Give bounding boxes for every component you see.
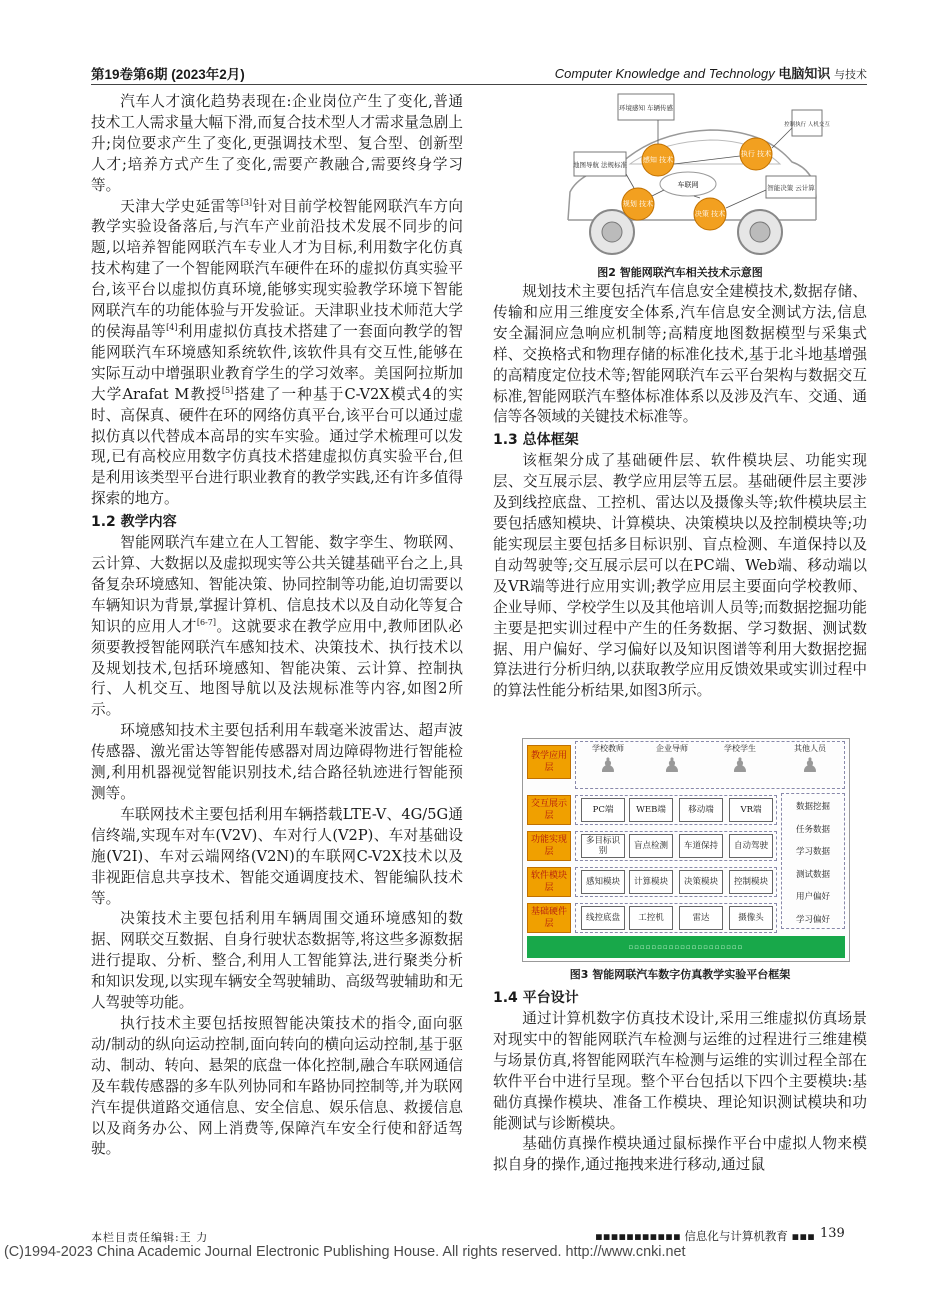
- person-icon: ♟: [801, 753, 819, 777]
- paragraph-decision: 决策技术主要包括利用车辆周围交通环境感知的数据、网联交互数据、自身行驶状态数据等,将这些多源数据进行提取、分析、整合,利用人工智能算法,进行聚类分析和知识发现,以实现车辆安全驾驶辅助、高级驾驶辅助和无人驾驶等功能。: [91, 910, 463, 1012]
- label-map: 地图导航 法规标准: [572, 161, 628, 169]
- module-box: 工控机: [629, 906, 673, 930]
- module-box: 多目标识别: [581, 834, 625, 858]
- layer-label: 功能实现层: [527, 831, 571, 861]
- paragraph-basic-module: 基础仿真操作模块通过鼠标操作平台中虚拟人物来模拟自身的操作,通过拖拽来进行移动,通过鼠: [493, 1135, 867, 1174]
- data-mining-panel: 数据挖掘 任务数据 学习数据 测试数据 用户偏好 学习偏好: [781, 793, 845, 929]
- paragraph-related-research: 天津大学史延雷等[3]针对目前学校智能网联汽车方向教学实验设备落后,与汽车产业前沿技术发展不同步的问题,以培养智能网联汽车专业人才为目标,利用数字化仿真技术构建了一个智能网联汽车硬件在环的虚拟仿真实验平台,该平台以虚拟仿真环境,能够实现实验教学环境下智能网联汽车的功能体验与开发验证。天津职业技术师范大学的侯海晶等[4]利用虚拟仿真技术搭建了一套面向教学的智能网联汽车环境感知系统软件,该软件具有交互性,能够在实际互动中增强职业教育学生的学习效率。美国阿拉斯加大学Arafat M教授[5]搭建了一种基于C-V2X模式4的实时、高保真、硬件在环的网络仿真平台,该平台可以通过虚拟仿真以代替成本高昂的实车实验。通过学术梳理可以发现,已有高校应用数字仿真技术搭建虚拟仿真实验平台,但是利用该类型平台进行职业教育的教学实践,还有许多值得探索的地方。: [91, 197, 463, 508]
- journal-title-en: Computer Knowledge and Technology: [554, 66, 775, 81]
- module-box: 摄像头: [729, 906, 773, 930]
- label-env: 环境感知 车辆传感: [618, 104, 674, 112]
- figure-2-caption: 图2 智能网联汽车相关技术示意图: [597, 266, 763, 279]
- person-icon: ♟: [599, 753, 617, 777]
- person-student: 学校学生 ♟: [715, 743, 765, 776]
- module-box: VR端: [729, 798, 773, 822]
- citation[interactable]: [4]: [166, 322, 178, 332]
- header-divider: [91, 84, 867, 85]
- right-column: [493, 282, 867, 702]
- person-teacher: 学校教师 ♟: [583, 743, 633, 776]
- footer-journal-section: ▪▪▪▪▪▪▪▪▪▪▪ 信息化与计算机教育 ▪▪▪: [595, 1229, 815, 1243]
- paragraph-env-perception: 环境感知技术主要包括利用车载毫米波雷达、超声波传感器、激光雷达等智能传感器对周边障碍物进行智能检测,利用机器视觉智能识别技术,结合路径轨迹进行智能预测等。: [91, 722, 463, 802]
- person-other: 其他人员 ♟: [785, 743, 835, 776]
- paragraph-planning: 规划技术主要包括汽车信息安全建模技术,数据存储、传输和应用三维度安全体系,汽车信息安全测试方法,信息安全漏洞应急响应机制等;高精度地图数据模型与采集式样、交换格式和物理存储的标准化技术,基于北斗地基增强的高精度定位技术等;智能网联汽车云平台架构与数据交互标准,智能网联汽车整体标准体系以及涉及汽车、交通、通信等各领域的关键技术标准等。: [493, 283, 867, 426]
- module-box: 雷达: [679, 906, 723, 930]
- section-heading-1-2: 1.2 教学内容: [91, 514, 177, 531]
- label-ctrl: 控制执行 人机交互: [784, 122, 830, 128]
- figure-3-diagram: [522, 738, 850, 962]
- journal-title: [555, 63, 867, 82]
- label-exec: 执行 技术: [740, 150, 772, 158]
- section-heading-1-3: 1.3 总体框架: [493, 432, 579, 449]
- person-icon: ♟: [663, 753, 681, 777]
- label-plan: 规划 技术: [622, 200, 654, 208]
- module-box: 控制模块: [729, 870, 773, 894]
- citation[interactable]: [3]: [240, 197, 253, 207]
- citation[interactable]: [6-7]: [196, 617, 216, 627]
- paragraph-framework: 该框架分成了基础硬件层、软件模块层、功能实现层、交互展示层、教学应用层等五层。基础硬件层主要涉及到线控底盘、工控机、雷达以及摄像头等;软件模块层主要包括感知模块、计算模块、决策模块以及控制模块等;功能实现层主要包括多目标识别、盲点检测、车道保持以及自动驾驶等;交互展示层可以在PC端、Web端、移动端以及VR端等进行应用实训;教学应用层主要面向学校教师、企业导师、学校学生以及其他培训人员等;而数据挖掘功能主要是把实训过程中产生的任务数据、学习数据、测试数据、用户偏好、学习偏好以及知识图谱等利用大数据挖掘算法进行分析归纳,以获取教学应用反馈效果或实训过程中的算法性能分析结果,如图3所示。: [493, 452, 867, 700]
- module-box: 自动驾驶: [729, 834, 773, 858]
- copyright-notice: (C)1994-2023 China Academic Journal Electronic Publishing House. All rights reserved. http://www.cnki.net: [4, 1244, 686, 1260]
- person-mentor: 企业导师 ♟: [647, 743, 697, 776]
- section-heading-1-4: 1.4 平台设计: [493, 990, 579, 1006]
- figure-2-diagram: [560, 92, 830, 260]
- module-box: 移动端: [679, 798, 723, 822]
- base-bar: ▫▫▫▫▫▫▫▫▫▫▫▫▫▫▫▫▫▫▫▫: [527, 936, 845, 958]
- label-decide: 决策 技术: [694, 210, 726, 218]
- paragraph-teaching-content: 智能网联汽车建立在人工智能、数字孪生、物联网、云计算、大数据以及虚拟现实等公共关键基础平台之上,具备复杂环境感知、智能决策、协同控制等功能,迫切需要以车辆知识为背景,掌握计算机、信息技术以及自动化等复合知识的应用人才[6-7]。这就要求在教学应用中,教师团队必须要教授智能网联汽车感知技术、决策技术、执行技术以及规划技术,包括环境感知、智能决策、云计算、控制执行、人机交互、地图导航以及法规标准等内容,如图2所示。: [91, 534, 463, 719]
- left-column: [91, 92, 463, 1160]
- paragraph-v2x: 车联网技术主要包括利用车辆搭载LTE-V、4G/5G通信终端,实现车对车(V2V)、车对行人(V2P)、车对基础设施(V2I)、车对云端网络(V2N)的车联网C-V2X技术以及非视距信息共享技术、智能交通调度技术、智能编队技术等。: [91, 805, 463, 907]
- paragraph-execution: 执行技术主要包括按照智能决策技术的指令,面向驱动/制动的纵向运动控制,面向转向的横向运动控制,基于驱动、制动、转向、悬架的底盘一体化控制,融合车联网通信及车载传感器的多车队列协同和车路协同控制等,并为联网汽车提供道路交通信息、安全信息、娱乐信息、救援信息以及商务办公、网上消费等,保障汽车安全行使和舒适驾驶。: [91, 1014, 463, 1158]
- issue-info: 第19卷第6期 (2023年2月): [91, 67, 245, 82]
- module-box: 决策模块: [679, 870, 723, 894]
- page-number: 139: [820, 1226, 845, 1241]
- layer-label: 基础硬件层: [527, 903, 571, 933]
- module-box: 感知模块: [581, 870, 625, 894]
- footer-editor: 本栏目责任编辑:王 力: [91, 1231, 209, 1244]
- right-column-continued: [493, 986, 867, 1176]
- module-box: PC端: [581, 798, 625, 822]
- module-box: 计算模块: [629, 870, 673, 894]
- layer-label: 教学应用层: [527, 745, 571, 779]
- module-box: 盲点检测: [629, 834, 673, 858]
- layer-label: 交互展示层: [527, 795, 571, 825]
- module-box: 车道保持: [679, 834, 723, 858]
- label-net: 车联网: [677, 181, 699, 189]
- citation[interactable]: [5]: [221, 385, 234, 395]
- paragraph-talent-trend: 汽车人才演化趋势表现在:企业岗位产生了变化,普通技术工人需求量大幅下滑,而复合技术型人才需求量急剧上升;岗位要求产生了变化,更强调技术型、复合型、创新型人才;培养方式产生了变化,需要产教融合,需要终身学习等。: [91, 93, 463, 194]
- layer-label: 软件模块层: [527, 867, 571, 897]
- label-cloud: 智能决策 云计算: [767, 184, 815, 192]
- journal-title-cn: 电脑知识: [778, 66, 831, 81]
- label-perceive: 感知 技术: [642, 156, 674, 164]
- journal-title-suffix: 与技术: [834, 69, 867, 81]
- person-icon: ♟: [731, 753, 749, 777]
- module-box: 线控底盘: [581, 906, 625, 930]
- module-box: WEB端: [629, 798, 673, 822]
- paragraph-platform-design: 通过计算机数字仿真技术设计,采用三维虚拟仿真场景对现实中的智能网联汽车检测与运维的过程进行三维建模与场景仿真,将智能网联汽车检测与运维的实训过程全部在软件平台中进行呈现。整个平台包括以下四个主要模块:基础仿真操作模块、准备工作模块、理论知识测试模块和功能测试与诊断模块。: [493, 1010, 867, 1132]
- figure-3-caption: 图3 智能网联汽车数字仿真教学实验平台框架: [569, 968, 791, 981]
